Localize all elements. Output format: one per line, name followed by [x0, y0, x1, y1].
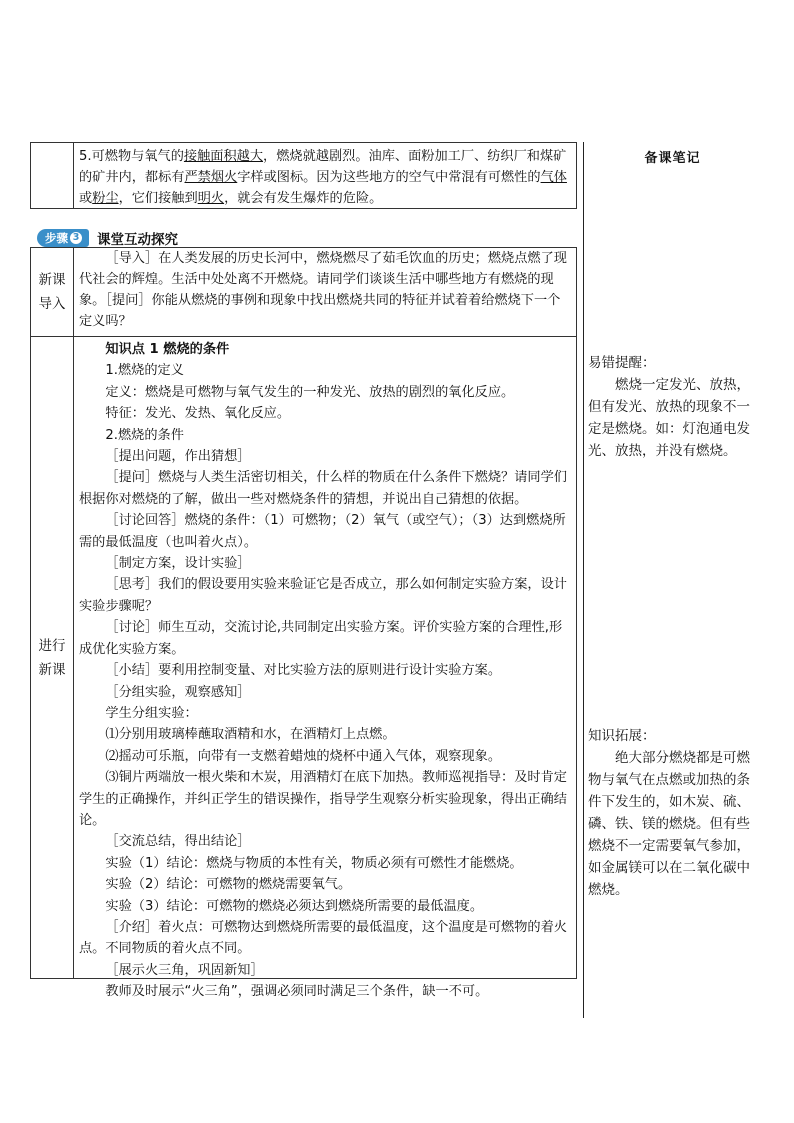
side-note-title: 知识拓展： — [588, 728, 656, 744]
blank-answer-contact-area: 接触面积越大 — [183, 149, 264, 164]
lesson-line: ［讨论］师生互动，交流讨论,共同制定出实验方案。评价实验方案的合理性,形成优化实验方案。 — [79, 620, 563, 657]
review-point-5 — [74, 143, 576, 209]
step-number: 3 — [70, 232, 82, 244]
side-note-text: 绝大部分燃烧都是可燃物与氧气在点燃或加热的条件下发生的，如木炭、硫、磷、铁、镁的燃烧。但有些燃烧不一定需要氧气参加，如金属镁可以在二氧化碳中燃烧。 — [588, 750, 750, 898]
lesson-line: ⑴分别用玻璃棒蘸取酒精和水，在酒精灯上点燃。 — [105, 727, 396, 743]
review-text-segment: ，它们接触到 — [118, 191, 198, 206]
lesson-line: 教师及时展示“火三角”，强调必须同时满足三个条件，缺一不可。 — [105, 984, 489, 1000]
review-text-segment: ，就会有发生爆炸的危险。 — [224, 191, 383, 206]
notes-column-divider — [583, 142, 584, 1018]
lesson-line: ［制定方案，设计实验］ — [105, 556, 251, 572]
lesson-line: 特征：发光、发热、氧化反应。 — [105, 406, 291, 422]
lesson-line: ⑵摇动可乐瓶，向带有一支燃着蜡烛的烧杯中通入气体，观察现象。 — [105, 748, 502, 764]
new-lesson-content — [74, 337, 576, 1003]
lesson-line: ⑶铜片两端放一根火柴和木炭，用酒精灯在底下加热。教师巡视指导：及时肯定学生的正确操作，并纠正学生的错误操作，指导学生观察分析实验现象，得出正确结论。 — [79, 770, 567, 828]
lesson-line: 知识点 1 燃烧的条件 — [105, 342, 230, 357]
step-heading — [37, 229, 178, 247]
lesson-line: ［讨论回答］燃烧的条件：（1）可燃物；（2）氧气（或空气）；（3）达到燃烧所需的最低温度（也叫着火点）。 — [79, 513, 566, 550]
review-row — [30, 142, 577, 209]
side-note-title: 易错提醒： — [588, 355, 656, 371]
step-badge-label: 步骤 — [45, 231, 68, 245]
side-note-mistake — [588, 352, 760, 462]
step-badge — [37, 229, 89, 247]
label-line: 进行 — [38, 637, 66, 654]
blank-answer-dust: 粉尘 — [92, 191, 119, 206]
notes-title: 备课笔记 — [644, 151, 701, 166]
review-text-segment: ，燃烧就越剧烈。油库、面粉加工厂、纺织厂和煤矿的矿井内，都标有 — [79, 149, 567, 185]
review-text-segment: 或 — [79, 191, 93, 206]
lesson-line: ［介绍］着火点：可燃物达到燃烧所需要的最低温度，这个温度是可燃物的着火点。不同物质的着火点不同。 — [79, 919, 567, 957]
lesson-intro-label — [31, 248, 74, 336]
lesson-line: ［交流总结，得出结论］ — [105, 834, 251, 850]
lesson-line: ［提出问题，作出猜想］ — [105, 449, 251, 465]
lesson-line: ［分组实验，观察感知］ — [105, 684, 251, 700]
lesson-line: ［提问］燃烧与人类生活密切相关，什么样的物质在什么条件下燃烧？请同学们根据你对燃烧的了解，做出一些对燃烧条件的猜想，并说出自己猜想的依据。 — [79, 470, 567, 507]
blank-answer-no-fire: 严禁烟火 — [184, 170, 238, 185]
lesson-line: ［思考］我们的假设要用实验来验证它是否成立，那么如何制定实验方案，设计实验步骤呢？ — [79, 577, 567, 614]
label-line: 新课 — [38, 272, 66, 288]
lesson-line: 定义：燃烧是可燃物与氧气发生的一种发光、放热的剧烈的氧化反应。 — [105, 384, 515, 400]
lesson-line: 实验（2）结论：可燃物的燃烧需要氧气。 — [105, 877, 352, 893]
side-note-extension — [588, 725, 760, 901]
label-line: 导入 — [38, 296, 66, 312]
lesson-line: 2.燃烧的条件 — [105, 427, 184, 443]
blank-answer-open-flame: 明火 — [197, 191, 225, 206]
lesson-line: 实验（3）结论：可燃物的燃烧必须达到燃烧所需要的最低温度。 — [105, 898, 484, 914]
lesson-line: ［展示火三角，巩固新知］ — [105, 962, 264, 978]
lesson-line: 学生分组实验： — [105, 705, 198, 721]
lesson-line: 1.燃烧的定义 — [105, 363, 184, 379]
lesson-intro-row — [30, 247, 577, 337]
new-lesson-label — [31, 337, 74, 978]
new-lesson-row — [30, 336, 577, 1000]
review-row-label-cell — [31, 143, 74, 208]
side-note-text: 燃烧一定发光、放热，但有发光、放热的现象不一定是燃烧。如：灯泡通电发光、放热，并没有燃烧。 — [588, 377, 750, 459]
lesson-intro-text: ［导入］在人类发展的历史长河中，燃烧燃尽了茹毛饮血的历史；燃烧点燃了现代社会的辉煌。生活中处处离不开燃烧。请同学们谈谈生活中哪些地方有燃烧的现象。［提问］你能从燃烧的事例和现象中找出燃烧共同的特征并试着着给燃烧下一个定义吗？ — [79, 251, 567, 329]
review-text-segment: 字样或图标。因为这些地方的空气中常混有可燃性的 — [237, 170, 541, 185]
label-line: 新课 — [38, 661, 66, 678]
lesson-line: 实验（1）结论：燃烧与物质的本性有关，物质必须有可燃性才能燃烧。 — [105, 855, 523, 871]
blank-answer-gas: 气体 — [540, 170, 567, 185]
step-title: 课堂互动探究 — [97, 232, 178, 248]
review-text-segment: 5.可燃物与氧气的 — [79, 149, 184, 164]
lesson-line: ［小结］要利用控制变量、对比实验方法的原则进行设计实验方案。 — [105, 663, 502, 679]
